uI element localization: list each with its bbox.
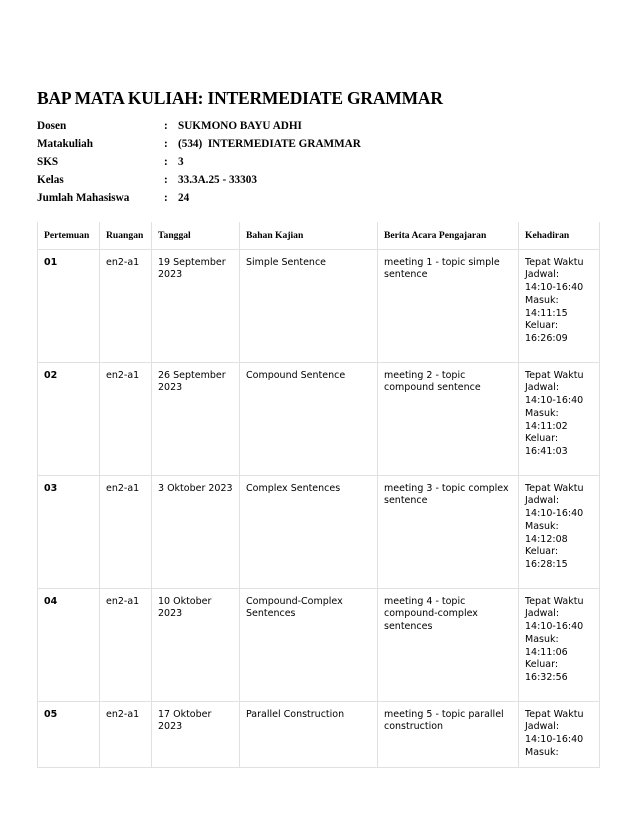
info-value: 24 bbox=[178, 192, 190, 204]
kehadiran-line: Keluar: bbox=[525, 659, 559, 671]
info-colon: : bbox=[164, 174, 168, 186]
kehadiran-line: Jadwal: bbox=[525, 721, 560, 733]
kehadiran-line: 14:10-16:40 bbox=[525, 282, 584, 294]
kehadiran-status: Tepat Waktu bbox=[525, 256, 584, 268]
header-berita-acara: Berita Acara Pengajaran bbox=[378, 222, 519, 249]
kehadiran-line: 16:32:56 bbox=[525, 672, 568, 684]
kehadiran-line: Keluar: bbox=[525, 433, 559, 445]
cell-berita-acara: meeting 4 - topic compound-complex sentences bbox=[378, 588, 519, 701]
page-title: BAP MATA KULIAH: INTERMEDIATE GRAMMAR bbox=[37, 88, 443, 108]
kehadiran-status: Tepat Waktu bbox=[525, 708, 584, 720]
kehadiran-line: 16:26:09 bbox=[525, 333, 568, 345]
cell-bahan-kajian: Compound-Complex Sentences bbox=[240, 588, 378, 701]
info-colon: : bbox=[164, 192, 168, 204]
kehadiran-line: 16:28:15 bbox=[525, 559, 568, 571]
info-colon: : bbox=[164, 120, 168, 132]
kehadiran-line: 14:11:06 bbox=[525, 646, 568, 658]
kehadiran-line: Masuk: bbox=[525, 633, 559, 645]
kehadiran-line: 14:10-16:40 bbox=[525, 734, 584, 746]
header-tanggal: Tanggal bbox=[152, 222, 240, 249]
cell-pertemuan: 03 bbox=[38, 475, 100, 588]
cell-tanggal: 26 September 2023 bbox=[152, 362, 240, 475]
kehadiran-line: Masuk: bbox=[525, 294, 559, 306]
kehadiran-line: 14:12:08 bbox=[525, 533, 568, 545]
kehadiran-line: 14:10-16:40 bbox=[525, 395, 584, 407]
kehadiran-line: Jadwal: bbox=[525, 382, 560, 394]
cell-tanggal: 10 Oktober 2023 bbox=[152, 588, 240, 701]
cell-ruangan: en2-a1 bbox=[100, 588, 152, 701]
kehadiran-line: Jadwal: bbox=[525, 269, 560, 281]
header-bahan-kajian: Bahan Kajian bbox=[240, 222, 378, 249]
info-row-dosen bbox=[37, 117, 361, 135]
header-pertemuan: Pertemuan bbox=[38, 222, 100, 249]
kehadiran-status: Tepat Waktu bbox=[525, 595, 584, 607]
table-row bbox=[38, 249, 600, 362]
info-colon: : bbox=[164, 156, 168, 168]
info-value: SUKMONO BAYU ADHI bbox=[178, 120, 302, 132]
kehadiran-line: 14:11:02 bbox=[525, 420, 568, 432]
cell-kehadiran bbox=[519, 362, 600, 475]
course-info bbox=[37, 117, 361, 207]
info-label: Kelas bbox=[37, 174, 64, 186]
kehadiran-line: 14:10-16:40 bbox=[525, 508, 584, 520]
cell-berita-acara: meeting 5 - topic parallel construction bbox=[378, 701, 519, 767]
cell-pertemuan: 04 bbox=[38, 588, 100, 701]
info-colon: : bbox=[164, 138, 168, 150]
kehadiran-line: 16:41:03 bbox=[525, 446, 568, 458]
info-label: Matakuliah bbox=[37, 138, 93, 150]
info-label: Jumlah Mahasiswa bbox=[37, 192, 130, 204]
info-row-sks bbox=[37, 153, 361, 171]
cell-bahan-kajian: Parallel Construction bbox=[240, 701, 378, 767]
table-row bbox=[38, 362, 600, 475]
kehadiran-line: Jadwal: bbox=[525, 608, 560, 620]
cell-tanggal: 19 September 2023 bbox=[152, 249, 240, 362]
kehadiran-line: Masuk: bbox=[525, 746, 559, 758]
kehadiran-line: 14:10-16:40 bbox=[525, 621, 584, 633]
cell-pertemuan: 02 bbox=[38, 362, 100, 475]
cell-ruangan: en2-a1 bbox=[100, 475, 152, 588]
info-row-matakuliah bbox=[37, 135, 361, 153]
info-row-jumlah-mahasiswa bbox=[37, 189, 361, 207]
cell-bahan-kajian: Compound Sentence bbox=[240, 362, 378, 475]
cell-kehadiran bbox=[519, 249, 600, 362]
table-row bbox=[38, 475, 600, 588]
info-value: 33.3A.25 - 33303 bbox=[178, 174, 257, 186]
kehadiran-line: Keluar: bbox=[525, 320, 559, 332]
cell-tanggal: 3 Oktober 2023 bbox=[152, 475, 240, 588]
info-row-kelas bbox=[37, 171, 361, 189]
cell-bahan-kajian: Simple Sentence bbox=[240, 249, 378, 362]
kehadiran-line: Masuk: bbox=[525, 407, 559, 419]
kehadiran-line: 14:11:15 bbox=[525, 307, 568, 319]
cell-pertemuan: 05 bbox=[38, 701, 100, 767]
kehadiran-status: Tepat Waktu bbox=[525, 482, 584, 494]
cell-berita-acara: meeting 3 - topic complex sentence bbox=[378, 475, 519, 588]
info-value: 3 bbox=[178, 156, 184, 168]
cell-ruangan: en2-a1 bbox=[100, 362, 152, 475]
kehadiran-line: Jadwal: bbox=[525, 495, 560, 507]
cell-ruangan: en2-a1 bbox=[100, 249, 152, 362]
table-row bbox=[38, 588, 600, 701]
cell-berita-acara: meeting 2 - topic compound sentence bbox=[378, 362, 519, 475]
cell-kehadiran bbox=[519, 475, 600, 588]
kehadiran-line: Keluar: bbox=[525, 546, 559, 558]
info-label: SKS bbox=[37, 156, 59, 168]
header-ruangan: Ruangan bbox=[100, 222, 152, 249]
kehadiran-status: Tepat Waktu bbox=[525, 369, 584, 381]
info-label: Dosen bbox=[37, 120, 67, 132]
cell-bahan-kajian: Complex Sentences bbox=[240, 475, 378, 588]
cell-ruangan: en2-a1 bbox=[100, 701, 152, 767]
cell-berita-acara: meeting 1 - topic simple sentence bbox=[378, 249, 519, 362]
cell-kehadiran bbox=[519, 701, 600, 767]
table-header-row bbox=[38, 222, 600, 249]
cell-kehadiran bbox=[519, 588, 600, 701]
bap-table bbox=[37, 222, 600, 768]
kehadiran-line: Masuk: bbox=[525, 520, 559, 532]
cell-tanggal: 17 Oktober 2023 bbox=[152, 701, 240, 767]
cell-pertemuan: 01 bbox=[38, 249, 100, 362]
table-row bbox=[38, 701, 600, 767]
header-kehadiran: Kehadiran bbox=[519, 222, 600, 249]
info-value: (534) INTERMEDIATE GRAMMAR bbox=[178, 138, 361, 150]
